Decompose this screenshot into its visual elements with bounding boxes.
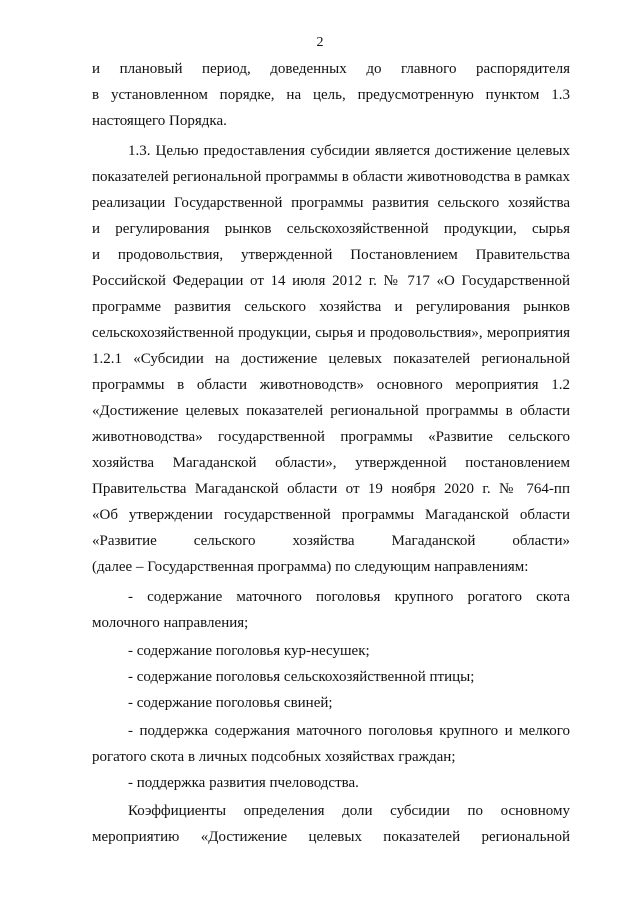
text-line: (далее – Государственная программа) по следующим направлениям:	[92, 559, 529, 575]
text-line: и регулирования рынков сельскохозяйственной продукции, сырья	[92, 221, 570, 237]
list-item: - содержание маточного поголовья крупного рогатого скота	[128, 589, 570, 605]
text-line: 1.3. Целью предоставления субсидии является достижение целевых	[128, 143, 570, 159]
text-line: настоящего Порядка.	[92, 113, 227, 129]
list-item: - содержание поголовья кур-несушек;	[128, 643, 370, 659]
list-item: - поддержка содержания маточного поголовья крупного и мелкого	[128, 723, 570, 739]
text-line: хозяйства Магаданской области», утвержденной постановлением	[92, 455, 570, 471]
page-number: 2	[316, 35, 324, 50]
text-line: программе развития сельского хозяйства и регулирования рынков	[92, 299, 570, 315]
list-item: - поддержка развития пчеловодства.	[128, 775, 359, 791]
text-line: и продовольствия, утвержденной Постановлением Правительства	[92, 247, 570, 263]
text-line: реализации Государственной программы развития сельского хозяйства	[92, 195, 570, 211]
text-line: Российской Федерации от 14 июля 2012 г. № 717 «О Государственной	[92, 273, 570, 289]
text-line: «Об утверждении государственной программы Магаданской области	[92, 507, 570, 523]
text-line: сельскохозяйственной продукции, сырья и продовольствия», мероприятия	[92, 325, 570, 341]
text-line: Коэффициенты определения доли субсидии по основному	[128, 803, 570, 819]
list-item: - содержание поголовья сельскохозяйственной птицы;	[128, 669, 475, 685]
text-line: и плановый период, доведенных до главного распорядителя	[92, 61, 570, 77]
text-line: 1.2.1 «Субсидии на достижение целевых показателей региональной	[92, 351, 570, 367]
text-line: рогатого скота в личных подсобных хозяйствах граждан;	[92, 749, 456, 765]
text-line: животноводства» государственной программы «Развитие сельского	[92, 429, 570, 445]
list-item: - содержание поголовья свиней;	[128, 695, 333, 711]
text-line: показателей региональной программы в области животноводства в рамках	[92, 169, 570, 185]
text-line: «Достижение целевых показателей региональной программы в области	[92, 403, 570, 419]
text-line: программы в области животноводств» основного мероприятия 1.2	[92, 377, 570, 393]
text-line: мероприятию «Достижение целевых показателей региональной	[92, 829, 570, 845]
text-line: молочного направления;	[92, 615, 249, 631]
text-line: «Развитие сельского хозяйства Магаданской области»	[92, 533, 570, 549]
text-line: Правительства Магаданской области от 19 ноября 2020 г. № 764-пп	[92, 481, 570, 497]
text-line: в установленном порядке, на цель, предусмотренную пунктом 1.3	[92, 87, 570, 103]
